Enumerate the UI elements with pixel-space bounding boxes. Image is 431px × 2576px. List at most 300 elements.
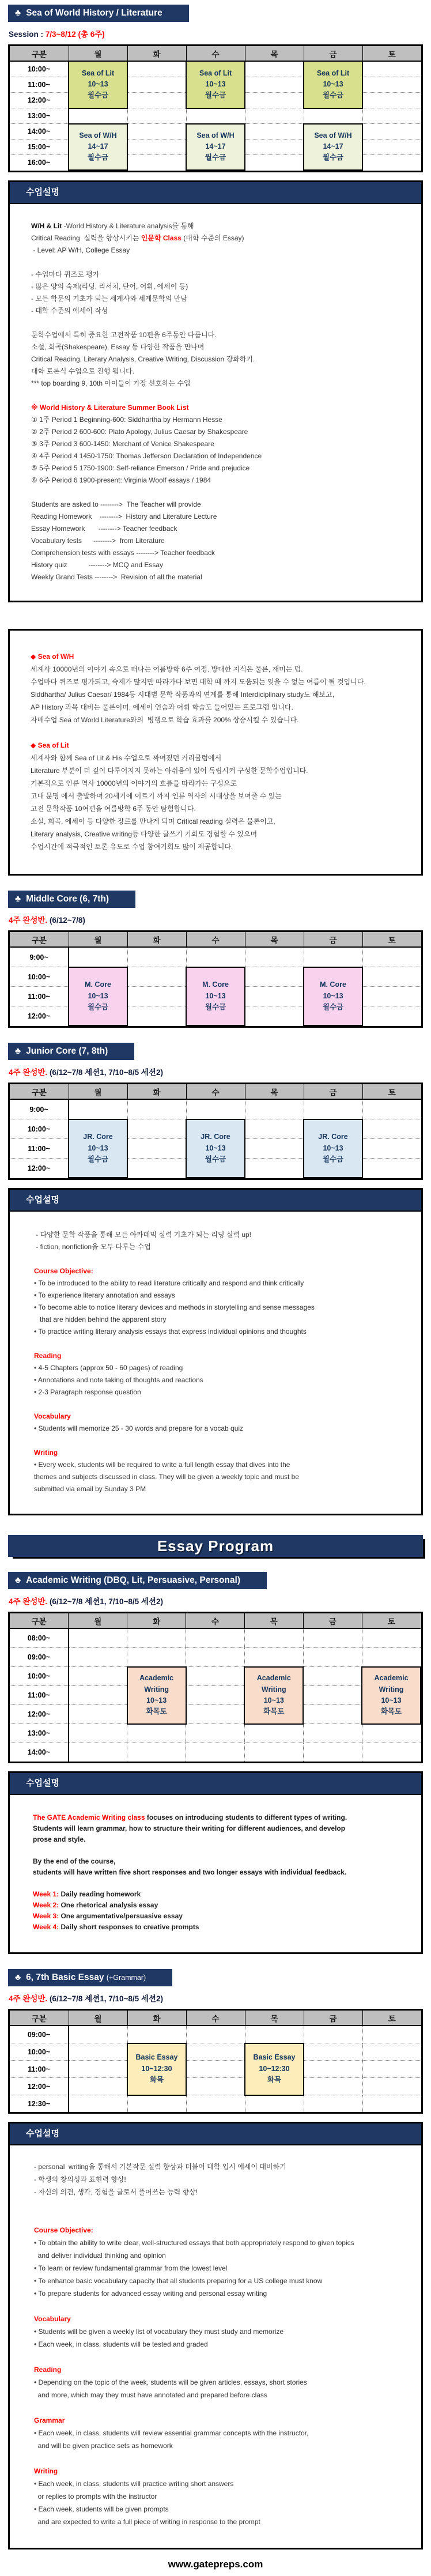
time-cell: 16:00~ [10, 155, 69, 171]
text-segment: Junior Core (7, 8th) [26, 1046, 108, 1056]
time-cell: 08:00~ [10, 1628, 69, 1648]
description-line [33, 1812, 413, 1823]
day-header: 토 [362, 1613, 421, 1628]
class-block-line: 월수금 [87, 91, 109, 100]
empty-cell [127, 1628, 186, 1648]
section-title-wrap [8, 891, 423, 908]
day-header: 화 [127, 1084, 186, 1099]
schedule-table [10, 2011, 421, 2112]
description-line [33, 1878, 413, 1889]
description-line: 소설, 희곡, 에세이 등 다양한 장르를 만나게 되며 Critical reading 실력은 물론이고, [31, 817, 275, 825]
description-line: *** top boarding 9, 10th 아이들이 가장 선호하는 수업 [31, 379, 191, 387]
day-header: 화 [127, 1613, 186, 1628]
text-segment: 7/3~8/12 (총 6주) [45, 30, 105, 39]
class-block-line: Sea of W/H [196, 131, 235, 139]
class-block-line: M. Core [85, 980, 111, 989]
description-line [34, 2363, 413, 2376]
schedule-header [10, 1084, 421, 1099]
empty-cell [127, 124, 186, 139]
description-line [34, 2465, 413, 2477]
empty-cell [69, 1705, 127, 1724]
empty-cell [245, 93, 304, 108]
schedule-header [10, 46, 421, 61]
description-line [33, 1911, 413, 1922]
empty-cell [186, 2026, 245, 2043]
class-block-line: 월수금 [205, 91, 226, 100]
description-line [31, 402, 413, 414]
time-cell: 14:00~ [10, 124, 69, 139]
empty-cell [244, 1743, 303, 1762]
table-row [10, 61, 421, 77]
table-row [10, 1686, 421, 1705]
description-line: prose and style. [33, 1835, 86, 1843]
empty-cell [245, 967, 304, 987]
session-line [9, 1992, 423, 2004]
empty-cell [186, 1705, 245, 1724]
text-segment: The GATE Academic Writing class [33, 1813, 145, 1821]
empty-cell [244, 1648, 303, 1667]
empty-cell [303, 1628, 362, 1648]
day-header: 구분 [10, 932, 69, 947]
description-line [34, 2224, 413, 2236]
text-segment: 6, 7th Basic Essay [26, 1972, 107, 1982]
description-line: and more, which may they must have annotated and prepared before class [34, 2391, 267, 2399]
class-block-line: 10~13 [205, 1144, 226, 1152]
description-line: Siddhartha/ Julius Caesar/ 1984등 시대별 문학 작품과의 연계를 통해 Interdiciplinary study도 해보고, [31, 691, 335, 699]
empty-cell [69, 2061, 127, 2078]
description-line: 수업마다 퀴즈로 평가되고, 숙제가 많지만 따라가다 보면 대학 때 까지 도움되는 잊을 수 없는 여름이 될 것입니다. [31, 678, 366, 686]
class-block-line: 10~13 [263, 1696, 284, 1704]
empty-cell [303, 1686, 362, 1705]
class-block-line: 월수금 [322, 153, 344, 162]
session-line [9, 1595, 423, 1606]
class-block-line: 10~13 [88, 991, 108, 1000]
time-cell: 11:00~ [10, 2061, 69, 2078]
text-segment: Critical Reading 실력을 향상시키는 [31, 234, 141, 242]
description-line: students will have written five short responses and two longer essays with individual feedback. [33, 1868, 347, 1876]
empty-cell [127, 947, 186, 967]
time-cell: 11:00~ [10, 1139, 69, 1159]
empty-cell [127, 1743, 186, 1762]
text-segment: Daily reading homework [59, 1890, 141, 1898]
day-header: 금 [304, 1084, 362, 1099]
text-segment: Week 3: [33, 1912, 59, 1920]
description-line: - 모든 학문의 기초가 되는 세계사와 세계문학의 만남 [31, 295, 187, 303]
description-line: 고대 문명 에서 출발하여 20세기에 이르기 까지 인류 역사의 시대상을 보여줄 수 있는 [31, 792, 282, 800]
header-row [10, 2011, 421, 2026]
empty-cell [127, 2095, 186, 2113]
schedule-body [10, 1628, 421, 1762]
day-header: 토 [362, 1084, 421, 1099]
text-segment: (+Grammar) [106, 1974, 146, 1982]
class-block-line: M. Core [202, 980, 229, 989]
time-cell: 10:00~ [10, 1119, 69, 1139]
empty-cell [303, 1667, 362, 1686]
day-header: 목 [245, 932, 304, 947]
time-cell: 15:00~ [10, 139, 69, 155]
description-box [8, 629, 423, 876]
empty-cell [69, 2078, 127, 2095]
day-header: 금 [304, 932, 362, 947]
day-header: 토 [362, 46, 421, 61]
description-line: • Each week, in class, students will be tested and graded [34, 2340, 208, 2348]
session-line [9, 1066, 423, 1077]
class-block-line: Basic Essay [135, 2053, 178, 2062]
day-header: 월 [69, 2011, 127, 2026]
description-line [34, 2211, 413, 2224]
description-line: - 학생의 창의성과 표현력 향상! [34, 2175, 126, 2183]
table-row [10, 108, 421, 124]
empty-cell [127, 987, 186, 1006]
class-block [69, 61, 127, 108]
description-line: Critical Reading, Literary Analysis, Creative Writing, Discussion 강화하기. [31, 355, 255, 363]
text-segment: Reading [34, 2366, 62, 2374]
empty-cell [362, 1628, 421, 1648]
class-block-line: 월수금 [87, 153, 109, 162]
day-header: 금 [303, 1613, 362, 1628]
text-segment: Writing [34, 1449, 58, 1457]
description-line: • To be introduced to the ability to read literature critically and respond and think critically [34, 1279, 304, 1287]
empty-cell [362, 77, 421, 93]
description-line: and are expected to write a full piece of writing in response to the prompt [34, 2518, 260, 2526]
empty-cell [245, 1006, 304, 1026]
description-line: Vocabulary tests --------> from Literature [31, 537, 165, 545]
description-line: submitted via email by Sunday 3 PM [34, 1485, 146, 1493]
text-segment: 인문학 Class [141, 234, 182, 242]
class-block-line: 10~13 [323, 1144, 343, 1152]
description-line: Essay Homework --------> Teacher feedback [31, 525, 177, 533]
class-block-line: 10~13 [381, 1696, 402, 1704]
table-row [10, 2078, 421, 2095]
text-segment: Week 4: [33, 1923, 59, 1931]
schedule-body [10, 2026, 421, 2112]
class-block [362, 1667, 421, 1724]
middle-core-timetable [8, 930, 423, 1028]
description-line: • To learn or review fundamental grammar from the lowest level [34, 2264, 228, 2272]
description-body [10, 2145, 421, 2548]
text-segment: ◆ Sea of Lit [31, 741, 69, 749]
empty-cell [186, 108, 245, 124]
description-line: • Each week, in class, students will practice writing short answers [34, 2480, 234, 2488]
empty-cell [362, 1119, 421, 1139]
empty-cell [362, 139, 421, 155]
description-line: 세계사 10000년의 이야기 속으로 떠나는 여름방학 6주 여정. 방대한 지식은 물론, 재미는 덤. [31, 665, 303, 673]
table-row [10, 1724, 421, 1743]
description-line [34, 2414, 413, 2427]
academic-writing-timetable [8, 1612, 423, 1763]
class-block-line: 화목 [149, 2076, 164, 2084]
text-segment: 4주 완성반. [9, 916, 48, 925]
empty-cell [69, 1724, 127, 1743]
class-block-line: 10~13 [88, 80, 108, 89]
empty-cell [245, 1119, 304, 1139]
empty-cell [127, 1006, 186, 1026]
description-line [33, 1922, 413, 1933]
description-box [8, 1771, 423, 1954]
schedule-header [10, 2011, 421, 2026]
empty-cell [304, 2078, 362, 2095]
description-line [31, 726, 413, 739]
description-header-bar: 수업설명 [10, 2124, 421, 2145]
empty-cell [362, 1648, 421, 1667]
day-header: 목 [245, 46, 304, 61]
empty-cell [186, 2095, 245, 2113]
sea-timetable [8, 44, 423, 172]
schedule-header [10, 1613, 421, 1628]
text-segment: Academic Writing (DBQ, Lit, Persuasive, Personal) [26, 1575, 240, 1585]
description-line [31, 650, 413, 663]
class-block-line: Sea of W/H [314, 131, 352, 139]
class-block [69, 124, 127, 171]
class-block [127, 1667, 186, 1724]
description-line [34, 2401, 413, 2414]
empty-cell [245, 987, 304, 1006]
empty-cell [362, 2078, 421, 2095]
class-block-line: Writing [261, 1685, 286, 1694]
time-cell: 11:00~ [10, 77, 69, 93]
description-line: - fiction, nonfiction을 모두 다루는 수업 [34, 1243, 151, 1251]
empty-cell [69, 1628, 127, 1648]
description-line: - Level: AP W/H, College Essay [31, 246, 130, 254]
class-block-line: 10~13 [205, 80, 226, 89]
description-line: • Every week, students will be required to write a full length essay that dives into the [34, 1461, 290, 1469]
section-title-wrap [8, 1969, 423, 1986]
description-box [8, 2122, 423, 2549]
empty-cell [362, 108, 421, 124]
time-cell: 11:00~ [10, 987, 69, 1006]
table-row [10, 1743, 421, 1762]
text-segment: Vocabulary [34, 2315, 71, 2323]
clover-icon: ♣ [15, 1972, 21, 1982]
description-body [10, 631, 421, 874]
class-block-line: Sea of W/H [79, 131, 117, 139]
day-header: 금 [304, 46, 362, 61]
empty-cell [127, 93, 186, 108]
section-title-sea-of-world-history-literature [8, 5, 189, 22]
schedule-body [10, 1099, 421, 1178]
empty-cell [244, 1628, 303, 1648]
time-cell: 13:00~ [10, 1724, 69, 1743]
class-block [186, 1119, 245, 1178]
empty-cell [362, 61, 421, 77]
description-line: • Each week, students will be given prompts [34, 2505, 169, 2513]
day-header: 화 [127, 2011, 186, 2026]
class-block [186, 124, 245, 171]
day-header: 월 [69, 1084, 127, 1099]
description-line [34, 2313, 413, 2325]
empty-cell [304, 2095, 362, 2113]
empty-cell [127, 2026, 186, 2043]
empty-cell [127, 1648, 186, 1667]
description-line: Comprehension tests with essays --------> Teacher feedback [31, 549, 215, 557]
class-block-line: 월수금 [205, 1002, 226, 1011]
empty-cell [245, 1099, 304, 1119]
description-line: - personal writing을 통해서 기본작문 실력 향상과 더불어 대학 입시 에세이 대비하기 [34, 2163, 286, 2171]
table-row [10, 2043, 421, 2061]
empty-cell [304, 2026, 362, 2043]
description-line [33, 1889, 413, 1900]
class-block-line: M. Core [320, 980, 346, 989]
empty-cell [186, 1724, 245, 1743]
description-line: - 많은 양의 숙제(리딩, 리서치, 단어, 어휘, 에세이 등) [31, 282, 188, 291]
description-line: Literature 부분이 더 깊이 다루어지지 못하는 아쉬움이 있어 독립시켜 구성한 문학수업입니다. [31, 767, 308, 775]
empty-cell [69, 2026, 127, 2043]
day-header: 수 [186, 932, 245, 947]
time-cell: 09:00~ [10, 2026, 69, 2043]
text-segment: -World History & Literature analysis를 통해 [62, 222, 194, 230]
class-block-line: 14~17 [205, 142, 226, 151]
day-header: 구분 [10, 1613, 69, 1628]
description-line: that are hidden behind the apparent story [34, 1315, 167, 1323]
description-line: ④ 4주 Period 4 1450-1750: Thomas Jefferson Declaration of Independence [31, 452, 262, 460]
empty-cell [127, 1159, 186, 1178]
description-line: - 수업마다 퀴즈로 평가 [31, 270, 100, 278]
description-line: 대학 토론식 수업으로 진행 됩니다. [31, 367, 134, 375]
description-line: • To become able to notice literary devices and methods in storytelling and sense messages [34, 1303, 315, 1311]
class-block [186, 967, 245, 1026]
description-line: 세계사와 함께 Sea of Lit & His 수업으로 짜여졌던 커리큘럼에서 [31, 754, 222, 762]
class-block-line: 월수금 [205, 153, 226, 162]
empty-cell [69, 2043, 127, 2061]
site-url: www.gatepreps.com [168, 2559, 263, 2570]
text-segment: (6/12~7/8 세션1, 7/10~8/5 세션2) [47, 1597, 163, 1606]
description-body [10, 204, 421, 601]
class-block-line: 월수금 [205, 1155, 226, 1163]
description-line [33, 1845, 413, 1856]
empty-cell [186, 1648, 245, 1667]
description-line: 소설, 희곡(Shakespeare), Essay 등 다양한 작품을 만나며 [31, 343, 205, 351]
text-segment: Week 2: [33, 1901, 59, 1909]
empty-cell [245, 108, 304, 124]
empty-cell [304, 2043, 362, 2061]
description-line: ③ 3주 Period 3 600-1450: Merchant of Venice Shakespeare [31, 440, 214, 448]
empty-cell [362, 967, 421, 987]
description-line [34, 1398, 413, 1410]
empty-cell [362, 1099, 421, 1119]
description-line: - 대학 수준의 에세이 작성 [31, 307, 108, 315]
time-cell: 10:00~ [10, 1667, 69, 1686]
empty-cell [245, 2095, 304, 2113]
empty-cell [245, 1159, 304, 1178]
empty-cell [245, 1139, 304, 1159]
day-header: 구분 [10, 2011, 69, 2026]
description-line: By the end of the course, [33, 1857, 116, 1865]
empty-cell [245, 124, 304, 139]
table-row [10, 947, 421, 967]
empty-cell [127, 61, 186, 77]
day-header: 수 [186, 46, 245, 61]
class-block-line: 10~13 [323, 80, 343, 89]
class-block-line: 화목토 [263, 1707, 285, 1716]
schedule-body [10, 947, 421, 1025]
time-cell: 12:00~ [10, 1159, 69, 1178]
empty-cell [303, 1648, 362, 1667]
session-line [9, 28, 423, 39]
empty-cell [245, 155, 304, 171]
empty-cell [127, 108, 186, 124]
empty-cell [362, 2095, 421, 2113]
class-block-line: 10~12:30 [259, 2064, 290, 2073]
class-block [244, 1667, 303, 1724]
description-line: Literary analysis, Creative writing등 다양한 글쓰기 기회도 경험할 수 있으며 [31, 830, 258, 838]
description-line: 수업시간에 적극적인 토론 유도로 수업 참여기회도 많이 제공합니다. [31, 843, 233, 851]
class-block-line: Basic Essay [253, 2053, 296, 2062]
description-line: Weekly Grand Tests --------> Revision of all the material [31, 573, 202, 581]
session-line [9, 914, 423, 925]
class-block-line: Writing [379, 1685, 404, 1694]
text-segment: (6/12~7/8 세션1, 7/10~8/5 세션2) [47, 1068, 163, 1077]
class-block-line: 화목토 [380, 1707, 402, 1716]
empty-cell [362, 1743, 421, 1762]
text-segment: 4주 완성반. [9, 1068, 48, 1077]
description-line: ⑤ 5주 Period 5 1750-1900: Self-reliance Emerson / Pride and prejudice [31, 464, 250, 472]
text-segment: Course Objective: [34, 1267, 93, 1275]
empty-cell [245, 139, 304, 155]
day-header: 토 [362, 932, 421, 947]
table-row [10, 1119, 421, 1139]
table-row [10, 2026, 421, 2043]
class-block-line: 월수금 [322, 91, 344, 100]
description-line: 기본적으로 인류 역사 10000년의 이야기의 흐름을 따라가는 구성으로 [31, 779, 237, 787]
empty-cell [303, 1743, 362, 1762]
class-block-line: 14~17 [88, 142, 108, 151]
text-segment: Reading [34, 1352, 62, 1360]
schedule-table [10, 932, 421, 1026]
empty-cell [127, 1119, 186, 1139]
class-block [186, 61, 245, 108]
empty-cell [69, 1667, 127, 1686]
empty-cell [69, 108, 127, 124]
class-block-line: Sea of Lit [316, 69, 350, 77]
description-line: • Students will be given a weekly list of vocabulary they must study and memorize [34, 2328, 284, 2336]
description-line [34, 1338, 413, 1350]
empty-cell [127, 77, 186, 93]
empty-cell [127, 155, 186, 171]
empty-cell [304, 108, 362, 124]
description-line [31, 317, 413, 329]
time-cell: 9:00~ [10, 1099, 69, 1119]
description-line: • To prepare students for advanced essay writing and personal essay writing [34, 2290, 267, 2298]
description-line [34, 1435, 413, 1447]
schedule-body [10, 61, 421, 170]
description-line: and will be given practice sets as homework [34, 2442, 173, 2450]
day-header: 월 [69, 1613, 127, 1628]
time-cell: 13:00~ [10, 108, 69, 124]
class-block-line: 10~13 [88, 1144, 108, 1152]
empty-cell [303, 1705, 362, 1724]
time-cell: 12:00~ [10, 2078, 69, 2095]
empty-cell [362, 124, 421, 139]
empty-cell [362, 1724, 421, 1743]
description-line: Students are asked to --------> The Teacher will provide [31, 500, 201, 508]
empty-cell [186, 1667, 245, 1686]
description-line: or replies to prompts with the instructor [34, 2492, 157, 2500]
schedule-header [10, 932, 421, 947]
text-segment: Course Objective: [34, 2226, 93, 2234]
time-cell: 14:00~ [10, 1743, 69, 1762]
text-segment: One argumentative/persuasive essay [59, 1912, 183, 1920]
description-line: AP History 과목 대비는 물론이며, 에세이 연습과 어휘 학습도 들어있는 프로그램 입니다. [31, 703, 293, 711]
text-segment: Sea of World History / Literature [26, 8, 162, 18]
empty-cell [245, 2026, 304, 2043]
text-segment: 4주 완성반. [9, 1994, 48, 2003]
empty-cell [127, 1724, 186, 1743]
clover-icon: ♣ [15, 8, 21, 18]
text-segment: (6/12~7/8) [47, 916, 85, 925]
class-block-line: JR. Core [201, 1133, 230, 1141]
empty-cell [186, 2061, 245, 2078]
empty-cell [362, 1006, 421, 1026]
